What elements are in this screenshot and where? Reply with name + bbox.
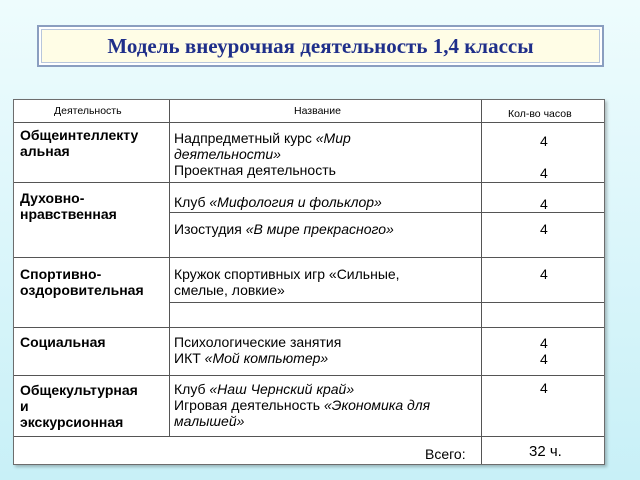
row-divider <box>14 327 604 328</box>
category-cell: Общекультурная и экскурсионная <box>20 382 138 430</box>
hours-cell: 4 <box>540 266 548 282</box>
hours-cell: 4 <box>540 351 548 367</box>
category-cell: Социальная <box>20 334 106 350</box>
hours-cell: 4 <box>540 335 548 351</box>
row-divider <box>169 212 604 213</box>
total-label: Всего: <box>425 446 466 462</box>
activity-name-cell: Кружок спортивных игр «Сильные, смелые, ловкие» <box>174 266 400 298</box>
header-divider <box>14 122 604 123</box>
activity-name-cell: Психологические занятия ИКТ «Мой компьютер» <box>174 334 342 366</box>
activity-name-cell: Надпредметный курс «Мир деятельности» Проектная деятельность <box>174 130 351 178</box>
row-divider <box>14 375 604 376</box>
hours-cell: 4 <box>540 380 548 396</box>
activity-name-cell: Клуб «Наш Чернский край» Игровая деятельность «Экономика для малышей» <box>174 381 431 429</box>
row-divider <box>169 302 604 303</box>
hours-cell: 4 <box>540 165 548 181</box>
hours-cell: 4 <box>540 133 548 149</box>
row-divider <box>14 436 604 437</box>
row-divider <box>14 182 604 183</box>
category-cell: Духовно- нравственная <box>20 190 117 222</box>
activity-name-cell: Изостудия «В мире прекрасного» <box>174 221 394 237</box>
category-cell: Спортивно- оздоровительная <box>20 266 144 298</box>
total-value: 32 ч. <box>529 443 562 460</box>
category-cell: Общеинтеллекту альная <box>20 127 139 159</box>
header-hours: Кол-во часов <box>508 108 572 120</box>
header-name: Название <box>294 105 341 117</box>
hours-cell: 4 <box>540 196 548 212</box>
column-divider-1 <box>169 100 170 436</box>
activity-table <box>13 99 605 465</box>
slide-title <box>37 25 604 67</box>
row-divider <box>14 257 604 258</box>
header-activity: Деятельность <box>54 105 122 117</box>
activity-name-cell: Клуб «Мифология и фольклор» <box>174 194 382 210</box>
hours-cell: 4 <box>540 221 548 237</box>
slide-title-text: Модель внеурочная деятельность 1,4 классы <box>107 33 534 58</box>
column-divider-2 <box>481 100 482 464</box>
